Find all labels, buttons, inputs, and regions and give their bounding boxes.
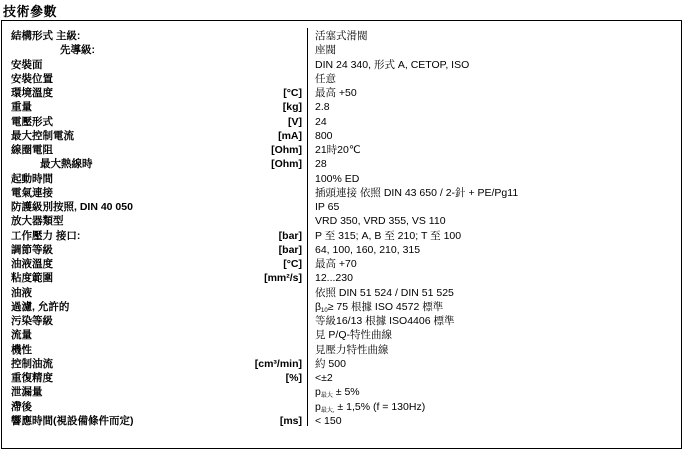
table-row (0, 72, 684, 86)
table-row (0, 414, 684, 428)
table-row (0, 143, 684, 157)
table-row (0, 400, 684, 414)
table-row (0, 385, 684, 399)
row-unit: [bar] (278, 243, 302, 256)
row-unit: [cm³/min] (254, 357, 302, 370)
row-value: 見 P/Q-特性曲線 (315, 329, 393, 342)
row-value: VRD 350, VRD 355, VS 110 (315, 215, 446, 228)
row-value: 座閥 (315, 44, 336, 57)
row-unit: [°C] (283, 258, 302, 270)
row-value: <±2 (315, 372, 333, 384)
row-unit: [kg] (282, 101, 302, 114)
row-value: IP 65 (315, 201, 340, 213)
table-row (0, 243, 684, 257)
row-label: 線圈電阻 (11, 144, 53, 156)
table-row (0, 172, 684, 186)
row-value: $p_{最大} \pm 5\%$ (315, 386, 360, 400)
row-unit: [mA] (278, 129, 302, 142)
table-row (0, 371, 684, 385)
row-value: 插頭連接 依照 DIN 43 650 / 2-針 + PE/Pg11 (315, 186, 519, 199)
row-label: 重量 (11, 101, 32, 114)
table-row (0, 58, 684, 72)
table-row (0, 86, 684, 100)
row-value: 任意 (315, 72, 336, 85)
row-label: 電氣連接 (11, 186, 53, 199)
table-row (0, 286, 684, 300)
row-label: 流量 (11, 329, 32, 342)
row-label: 放大器類型 (11, 215, 64, 228)
row-value: 依照 DIN 51 524 / DIN 51 525 (315, 286, 454, 299)
row-value: 等級16/13 根據 ISO4406 標準 (315, 315, 455, 327)
row-label: 起動時間 (11, 172, 53, 185)
row-label: 機性 (11, 343, 32, 356)
row-value: 100% ED (315, 172, 360, 185)
row-unit: [Ohm] (271, 158, 302, 171)
row-label: 結構形式 主級: (11, 30, 81, 42)
row-value: 28 (315, 158, 327, 171)
row-value: 約 500 (315, 357, 346, 370)
table-row (0, 257, 684, 271)
row-value: 24 (315, 115, 327, 128)
table-row (0, 129, 684, 143)
row-label: 安裝面 (11, 58, 43, 71)
table-row (0, 328, 684, 342)
row-label: 粘度範圍 (11, 272, 53, 285)
row-value: 最高 +70 (315, 258, 357, 270)
row-value: 12...230 (315, 272, 353, 285)
row-label: 環境溫度 (11, 87, 53, 99)
row-unit: [bar] (278, 229, 302, 242)
row-value: 800 (315, 129, 333, 142)
row-label: 過濾, 允許的 (11, 300, 70, 313)
table-row (0, 214, 684, 228)
table-row (0, 314, 684, 328)
row-unit: [Ohm] (271, 144, 302, 156)
row-value: 見壓力特性曲線 (315, 343, 389, 356)
table-row (0, 343, 684, 357)
row-label: 油液 (11, 286, 32, 299)
row-label: 最大熱線時 (40, 158, 93, 171)
row-label: 油液溫度 (11, 258, 53, 270)
row-value: 64, 100, 160, 210, 315 (315, 243, 421, 256)
table-row (0, 229, 684, 243)
row-value: P 至 315; A, B 至 210; T 至 100 (315, 229, 462, 242)
row-label: 防護級別按照, DIN 40 050 (11, 201, 133, 213)
row-label: 先導級: (60, 44, 95, 57)
row-label: 泄漏量 (11, 386, 43, 399)
row-label: 響應時間(視設備條件而定) (11, 414, 134, 427)
row-label: 污染等級 (11, 315, 53, 327)
row-label: 安裝位置 (11, 72, 53, 85)
table-row (0, 300, 684, 314)
table-row (0, 43, 684, 57)
table-row (0, 357, 684, 371)
row-value: $\beta_{10}\ge 75$ 根據 ISO 4572 標準 (315, 300, 444, 314)
row-value: < 150 (315, 414, 342, 427)
row-value: 21時20℃ (315, 144, 361, 156)
table-row (0, 29, 684, 43)
row-value: 最高 +50 (315, 87, 357, 99)
table-row (0, 271, 684, 285)
row-value: 2.8 (315, 101, 330, 114)
table-row (0, 200, 684, 214)
row-unit: [ms] (279, 414, 302, 427)
row-unit: [V] (288, 115, 302, 128)
table-row (0, 186, 684, 200)
row-value: 活塞式滑閥 (315, 30, 368, 42)
row-unit: [°C] (283, 87, 302, 99)
page-title: 技術參數 (3, 4, 58, 19)
table-row (0, 157, 684, 171)
row-label: 重復精度 (11, 372, 53, 384)
row-label: 控制油流 (11, 357, 53, 370)
row-label: 電壓形式 (11, 115, 53, 128)
row-value: DIN 24 340, 形式 A, CETOP, ISO (315, 58, 470, 71)
row-label: 工作壓力 接口: (11, 229, 81, 242)
row-value: $p_{最大,} \pm 1,5\%$ (f = 130Hz) (315, 400, 426, 414)
row-label: 滯後 (11, 400, 32, 413)
table-row (0, 100, 684, 114)
row-unit: [mm²/s] (264, 272, 302, 285)
row-label: 調節等級 (11, 243, 53, 256)
row-label: 最大控制電流 (11, 129, 74, 142)
row-unit: [%] (285, 372, 302, 384)
table-row (0, 115, 684, 129)
